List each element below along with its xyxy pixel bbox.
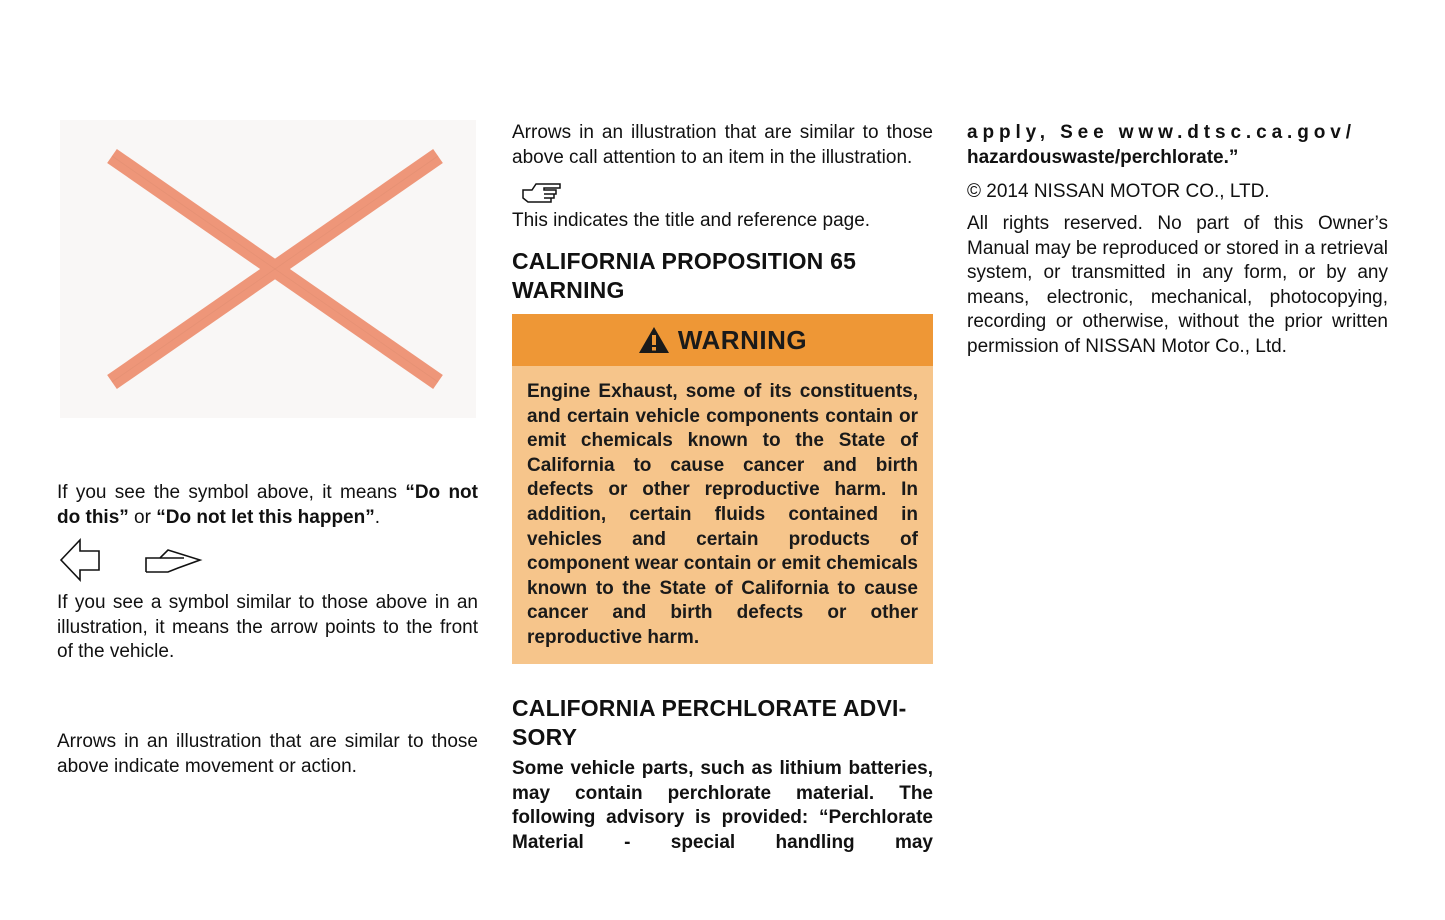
symbol-period: . (374, 506, 381, 528)
prop65-heading (512, 247, 933, 305)
perchlorate-continuation (967, 121, 1388, 170)
reference-explanation (512, 209, 933, 234)
left-arrow-icon (61, 540, 99, 580)
perchlorate-heading-line-1: CALIFORNIA PERCHLORATE ADVI- (512, 695, 907, 721)
front-arrow-symbols (58, 538, 208, 584)
prop65-warning-box (512, 314, 933, 664)
symbol-meaning-text (57, 481, 478, 530)
front-arrow-icons (58, 538, 208, 584)
symbol-explanation (57, 481, 478, 530)
symbol-or: or (128, 506, 157, 528)
rights-reserved (967, 212, 1388, 360)
movement-explanation (57, 730, 478, 779)
dtsc-url-line-2: hazardouswaste/perchlorate.” (967, 146, 1239, 168)
perchlorate-heading-line-2: SORY (512, 724, 578, 750)
rights-text: All rights reserved. No part of this Owner’s Manual may be reproduced or stored in a retrieval system, or transmitted in any form, or by any means, electronic, mechanical, photocopying, recording or otherwise, without the prior written permission of NISSAN Motor Co., Ltd. (967, 213, 1388, 357)
perchlorate-heading (512, 694, 933, 752)
symbol-text-pre: If you see the symbol above, it means (57, 482, 406, 503)
quote-do-not-do-this: “Do not do this” (57, 482, 478, 528)
pointing-hand-arrow-icon (146, 550, 200, 572)
movement-text: Arrows in an illustration that are similar to those above indicate movement or action. (57, 731, 478, 777)
prop65-heading-line-1: CALIFORNIA PROPOSITION 65 (512, 248, 857, 274)
front-arrow-text: If you see a symbol similar to those above in an illustration, it means the arrow points to the front of the vehicle. (57, 592, 478, 663)
attention-explanation (512, 121, 933, 170)
attention-text: Arrows in an illustration that are similar to those above call attention to an item in the illustration. (512, 122, 933, 168)
dtsc-url-line-1: apply, See www.dtsc.ca.gov/ (967, 122, 1356, 143)
pointing-hand-icon (520, 180, 564, 206)
front-arrow-explanation (57, 591, 478, 665)
warning-label: WARNING (677, 324, 808, 355)
perchlorate-body-text: Some vehicle parts, such as lithium batteries, may contain perchlorate material. The following advisory is provided: “Perchlorate Material - special handling may (512, 758, 933, 853)
warning-body-text: Engine Exhaust, some of its constituents, and certain vehicle components contain or emit chemicals known to the State of California to cause cancer and birth defects or other reproductive harm. In addition, certain fluids contained in vehicles and certain products of component wear contain or emit chemicals known to the State of California to cause cancer and birth defects or other reproductive harm. (527, 381, 918, 648)
copyright-notice (967, 180, 1388, 205)
perchlorate-advisory (512, 757, 933, 855)
do-not-symbol-illustration (60, 120, 476, 418)
reference-text: This indicates the title and reference page. (512, 210, 871, 231)
x-mark-icon (60, 120, 476, 418)
quote-do-not-let-happen: “Do not let this happen” (156, 506, 375, 528)
warning-triangle-icon (638, 326, 670, 354)
warning-header (512, 314, 933, 366)
reference-symbol (520, 180, 564, 206)
copyright-text: © 2014 NISSAN MOTOR CO., LTD. (967, 181, 1270, 202)
prop65-heading-line-2: WARNING (512, 277, 625, 303)
